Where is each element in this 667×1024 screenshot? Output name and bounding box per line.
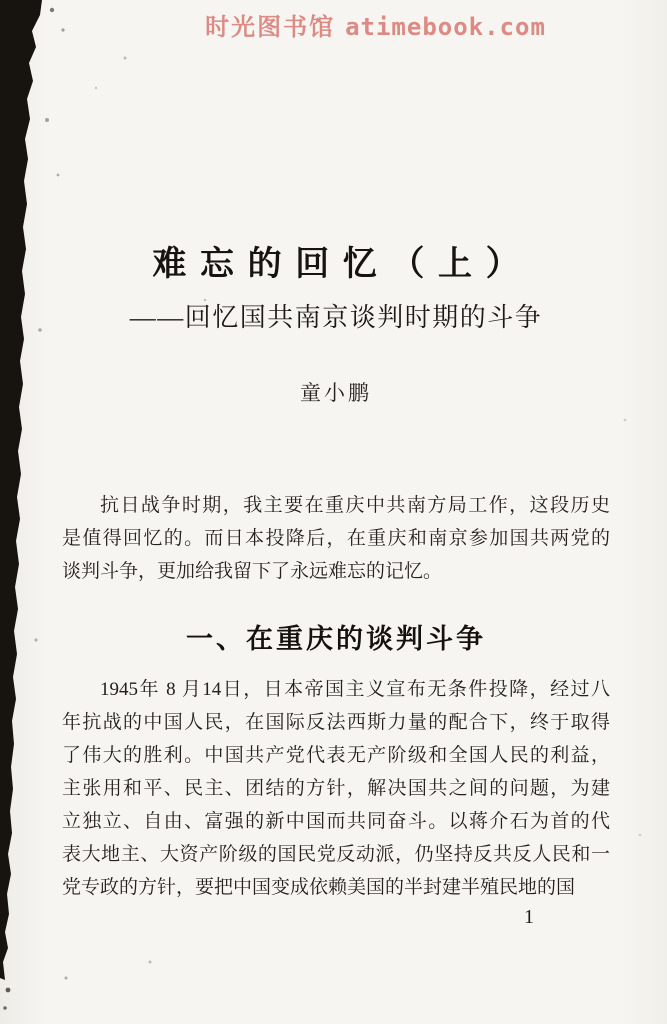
page-number: 1 <box>524 906 534 928</box>
watermark-site-url: atimebook.com <box>345 13 546 41</box>
text-line: 立独立、自由、富强的新中国而共同奋斗。以蒋介石为首的代 <box>62 811 610 832</box>
intro-paragraph <box>62 489 610 588</box>
author-name: 童小鹏 <box>300 381 372 405</box>
text-line: 1945年 8 月14日，日本帝国主义宣布无条件投降，经过八 <box>100 679 610 700</box>
text-line: 谈判斗争，更加给我留下了永远难忘的记忆。 <box>62 561 443 582</box>
watermark-library-name: 时光图书馆 <box>205 13 336 41</box>
watermark <box>0 7 667 42</box>
text-line: 了伟大的胜利。中国共产党代表无产阶级和全国人民的利益， <box>62 745 610 766</box>
body-paragraph <box>62 673 610 904</box>
chapter-title: 难忘的回忆（上） <box>152 245 534 283</box>
section-heading: 一、在重庆的谈判斗争 <box>186 624 486 654</box>
text-line: 年抗战的中国人民，在国际反法西斯力量的配合下，终于取得 <box>62 712 610 733</box>
text-line: 表大地主、大资产阶级的国民党反动派，仍坚持反共反人民和一 <box>62 844 610 865</box>
chapter-subtitle: ——回忆国共南京谈判时期的斗争 <box>129 303 543 332</box>
text-line: 抗日战争时期，我主要在重庆中共南方局工作，这段历史 <box>100 495 610 516</box>
text-line: 是值得回忆的。而日本投降后，在重庆和南京参加国共两党的 <box>62 528 610 549</box>
text-line: 党专政的方针，要把中国变成依赖美国的半封建半殖民地的国 <box>62 877 576 898</box>
text-line: 主张用和平、民主、团结的方针，解决国共之间的问题，为建 <box>62 778 610 799</box>
binding-edge <box>0 0 42 980</box>
